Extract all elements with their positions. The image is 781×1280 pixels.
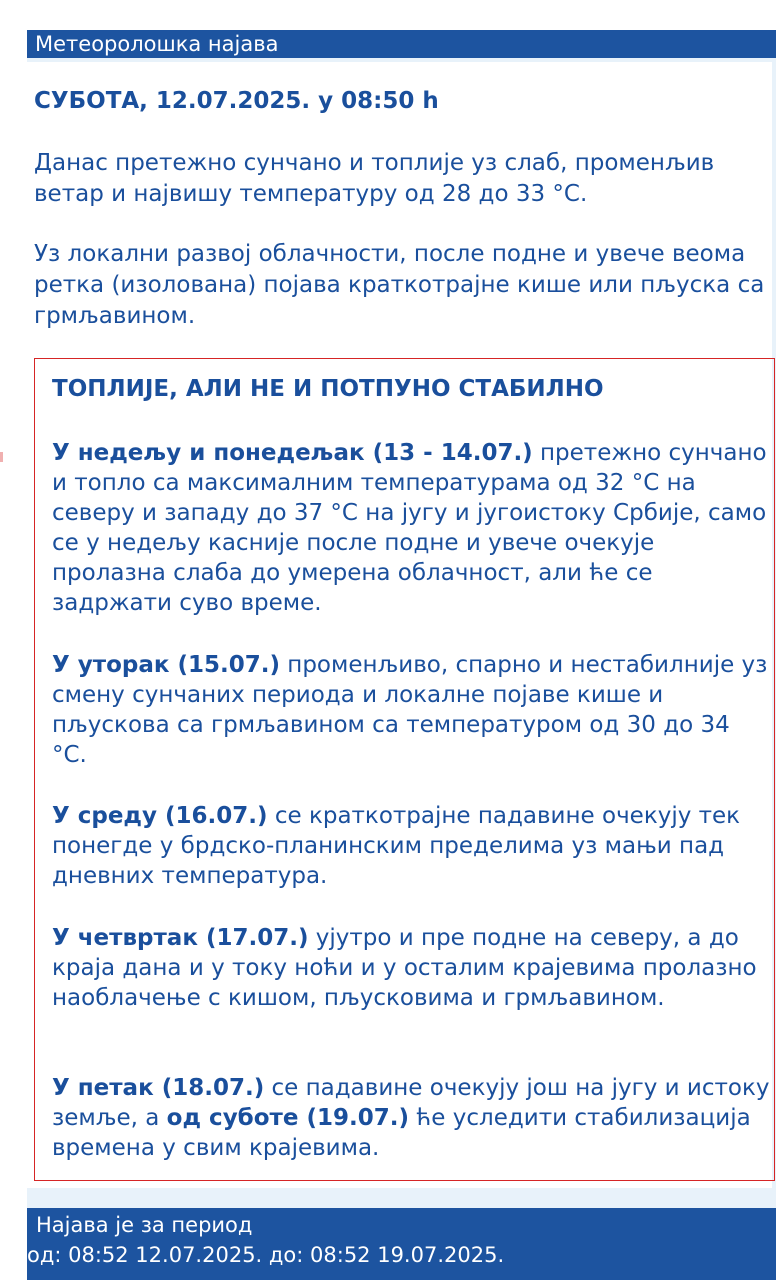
day-label-saturday: од суботе (19.07.)	[166, 1105, 409, 1131]
outlook-day-friday	[52, 1073, 770, 1163]
outlook-day-tuesday	[52, 650, 770, 770]
footer-period-range: од: 08:52 12.07.2025. до: 08:52 19.07.2025.	[27, 1243, 505, 1267]
edge-marker	[0, 452, 3, 462]
day-label: У петак (18.07.)	[52, 1075, 265, 1101]
footer-strip	[27, 1188, 776, 1208]
forecast-paragraph-storms: Уз локални развој облачности, после подне и увече веома ретка (изолована) појава краткотрајне кише или пљуска са грмљавином.	[34, 241, 765, 329]
outlook-title: ТОПЛИЈЕ, АЛИ НЕ И ПОТПУНО СТАБИЛНО	[52, 376, 604, 402]
footer-bar	[27, 1208, 776, 1280]
day-text: променљиво, спарно и нестабилније уз смену сунчаних периода и локалне појаве кише и пљускова са грмљавином са температуром од 30 до 34 °C.	[52, 652, 768, 768]
footer-period-label: Најава је за период	[36, 1213, 253, 1237]
day-label: У среду (16.07.)	[52, 803, 268, 829]
outlook-day-wednesday	[52, 801, 770, 891]
header-bar	[27, 30, 776, 58]
day-text: се краткотрајне падавине очекују тек понегде у брдско-планинским пределима уз мањи пад дневних температура.	[52, 803, 741, 889]
day-text: ујутро и пре подне на северу, а до краја дана и у току ноћи и у осталим крајевима пролазно наоблачење с кишом, пљусковима и грмљавином.	[52, 925, 757, 1011]
header-title: Метеоролошка најава	[35, 32, 279, 56]
day-text: претежно сунчано и топло са максималним температурама од 32 °C на северу и западу до 37 °C на југу и југоистоку Србије, само се у недељу касније после подне и увече очекује пролазна слаба до умерена облачност, али ће се задржати суво време.	[52, 440, 767, 616]
day-label: У четвртак (17.07.)	[52, 925, 309, 951]
day-text: се падавине очекују још на југу и истоку земље, а	[52, 1075, 770, 1131]
outlook-day-sun-mon	[52, 438, 770, 618]
forecast-date: СУБОТА, 12.07.2025. у 08:50 h	[34, 88, 439, 114]
day-label: У недељу и понедељак (13 - 14.07.)	[52, 440, 533, 466]
forecast-paragraph-today: Данас претежно сунчано и топлије уз слаб, променљив ветар и највишу температуру од 28 до 33 °C.	[34, 150, 715, 207]
day-text-saturday: ће уследити стабилизација времена у свим крајевима.	[52, 1105, 751, 1161]
outlook-day-thursday	[52, 923, 770, 1013]
day-label: У уторак (15.07.)	[52, 652, 280, 678]
